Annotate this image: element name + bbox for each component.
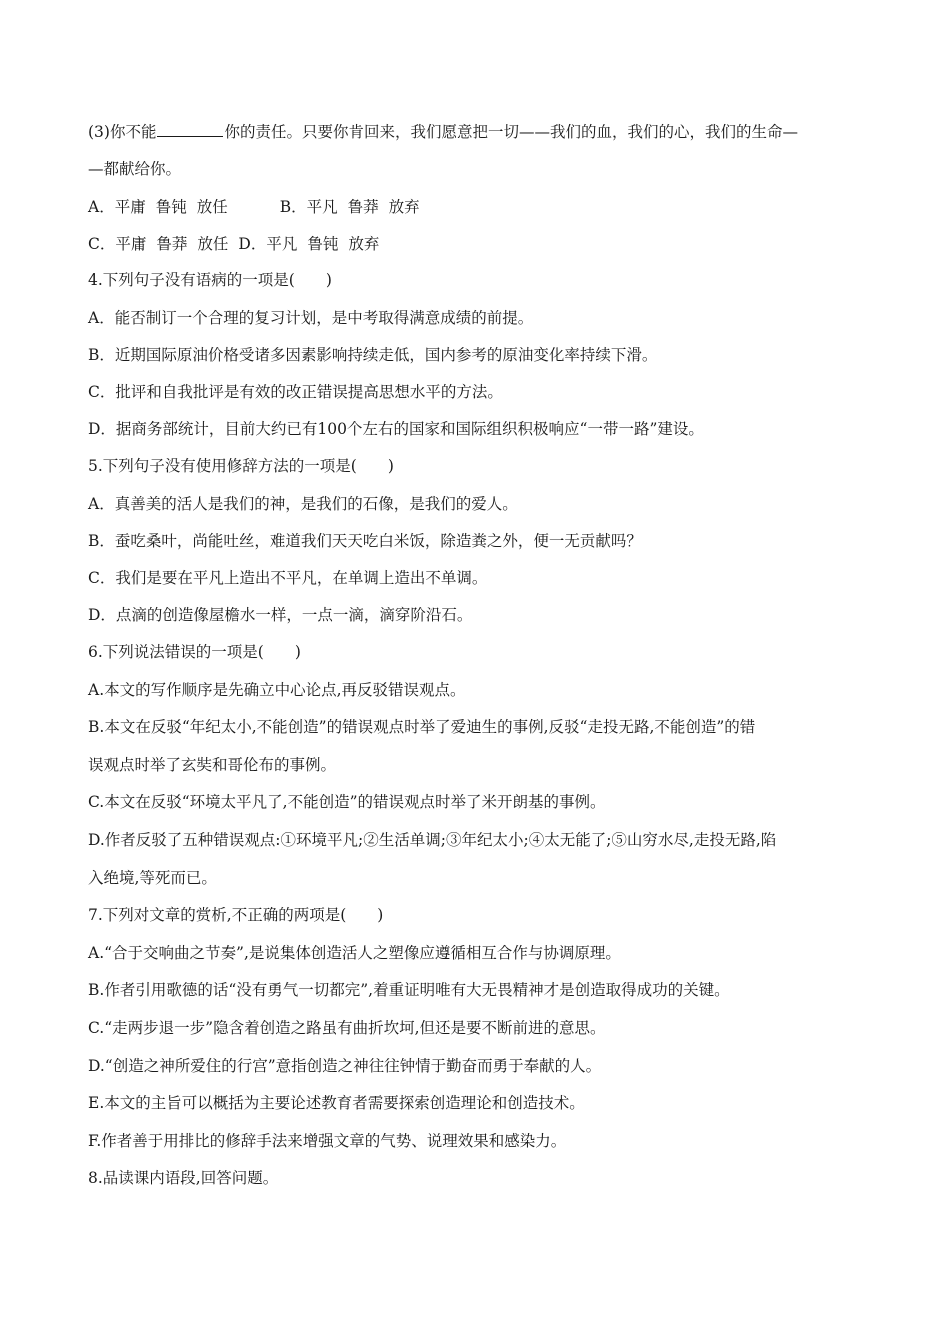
q5-option-a: A．真善美的活人是我们的神，是我们的石像，是我们的爱人。 bbox=[88, 495, 518, 513]
option-c-word3: 放任 bbox=[197, 235, 229, 253]
q4-stem: 4.下列句子没有语病的一项是( ) bbox=[88, 271, 332, 289]
q3-part3-text-after: 你的责任。只要你肯回来，我们愿意把一切——我们的血，我们的心，我们的生命— bbox=[224, 123, 798, 141]
option-c-word1: 平庸 bbox=[115, 235, 147, 253]
option-d-word2: 鲁钝 bbox=[307, 235, 339, 253]
q5-option-b: B．蚕吃桑叶，尚能吐丝，难道我们天天吃白米饭，除造粪之外，便一无贡献吗？ bbox=[88, 532, 642, 550]
q5-option-d: D．点滴的创造像屋檐水一样，一点一滴，滴穿阶沿石。 bbox=[88, 606, 473, 624]
q6-option-a: A.本文的写作顺序是先确立中心论点,再反驳错误观点。 bbox=[88, 681, 466, 699]
q7-stem: 7.下列对文章的赏析,不正确的两项是( ) bbox=[88, 906, 384, 924]
q3-options-row2 bbox=[88, 234, 868, 254]
fill-in-blank bbox=[157, 122, 223, 137]
q5-option-c: C．我们是要在平凡上造出不平凡，在单调上造出不单调。 bbox=[88, 569, 488, 587]
q7-option-b: B.作者引用歌德的话“没有勇气一切都完”,着重证明唯有大无畏精神才是创造取得成功的关键。 bbox=[88, 981, 730, 999]
option-b-word2: 鲁莽 bbox=[347, 198, 379, 216]
q3-options-row1 bbox=[88, 197, 868, 217]
option-d-word3: 放弃 bbox=[348, 235, 380, 253]
q6-option-b-line1: B.本文在反驳“年纪太小,不能创造”的错误观点时举了爱迪生的事例,反驳“走投无路,不能创造”的错 bbox=[88, 718, 756, 736]
q7-option-e: E.本文的主旨可以概括为主要论述教育者需要探索创造理论和创造技术。 bbox=[88, 1094, 585, 1112]
q8-stem: 8.品读课内语段,回答问题。 bbox=[88, 1169, 279, 1187]
option-b-word3: 放弃 bbox=[388, 198, 420, 216]
q4-option-c: C．批评和自我批评是有效的改正错误提高思想水平的方法。 bbox=[88, 383, 503, 401]
q6-option-d-line1: D.作者反驳了五种错误观点:①环境平凡;②生活单调;③年纪太小;④太无能了;⑤山穷水尽,走投无路,陷 bbox=[88, 831, 777, 849]
q7-option-c: C.“走两步退一步”隐含着创造之路虽有曲折坎坷,但还是要不断前进的意思。 bbox=[88, 1019, 606, 1037]
q3-part3-line1 bbox=[88, 122, 868, 142]
option-d-letter: D． bbox=[238, 235, 267, 253]
option-b-letter: B． bbox=[279, 198, 307, 216]
q3-part3-text-before: (3)你不能 bbox=[88, 123, 157, 141]
option-a-word3: 放任 bbox=[196, 198, 228, 216]
option-d-word1: 平凡 bbox=[266, 235, 298, 253]
q7-option-a: A.“合于交响曲之节奏”,是说集体创造活人之塑像应遵循相互合作与协调原理。 bbox=[88, 944, 621, 962]
option-c-letter: C． bbox=[88, 235, 116, 253]
q4-option-d: D．据商务部统计，目前大约已有100个左右的国家和国际组织积极响应“一带一路”建设。 bbox=[88, 420, 704, 438]
option-c-word2: 鲁莽 bbox=[156, 235, 188, 253]
option-a-word1: 平庸 bbox=[114, 198, 146, 216]
q4-option-a: A．能否制订一个合理的复习计划，是中考取得满意成绩的前提。 bbox=[88, 309, 534, 327]
q7-option-d: D.“创造之神所爱住的行宫”意指创造之神往往钟情于勤奋而勇于奉献的人。 bbox=[88, 1057, 602, 1075]
q4-option-b: B．近期国际原油价格受诸多因素影响持续走低，国内参考的原油变化率持续下滑。 bbox=[88, 346, 658, 364]
option-a-letter: A． bbox=[88, 198, 115, 216]
option-a-word2: 鲁钝 bbox=[155, 198, 187, 216]
q6-stem: 6.下列说法错误的一项是( ) bbox=[88, 643, 301, 661]
q6-option-c: C.本文在反驳“环境太平凡了,不能创造”的错误观点时举了米开朗基的事例。 bbox=[88, 793, 606, 811]
q5-stem: 5.下列句子没有使用修辞方法的一项是( ) bbox=[88, 457, 394, 475]
q6-option-b-line2: 误观点时举了玄奘和哥伦布的事例。 bbox=[88, 756, 337, 774]
q3-part3-line2: —都献给你。 bbox=[88, 160, 182, 178]
q6-option-d-line2: 入绝境,等死而已。 bbox=[88, 869, 217, 887]
option-b-word1: 平凡 bbox=[306, 198, 338, 216]
q7-option-f: F.作者善于用排比的修辞手法来增强文章的气势、说理效果和感染力。 bbox=[88, 1132, 567, 1150]
